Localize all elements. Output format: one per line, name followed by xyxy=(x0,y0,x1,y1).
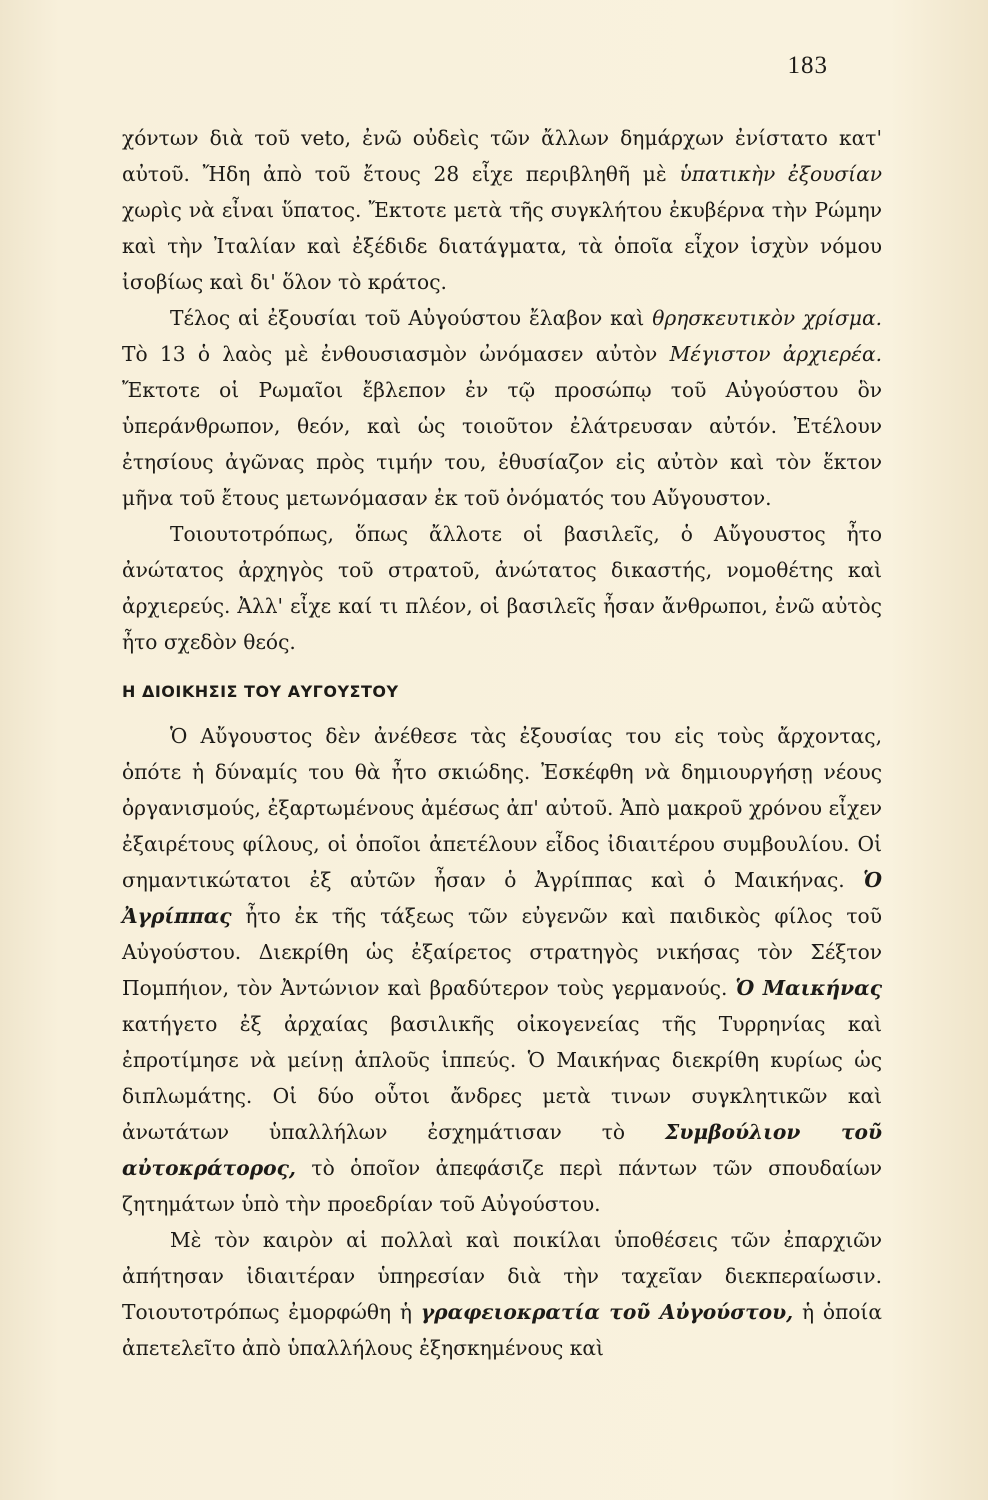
body-text xyxy=(122,120,882,1366)
text-run: ἡ ὁποία ἀπετελεῖτο ἀπὸ ὑπαλλήλους ἐξησκημένους καὶ xyxy=(122,1300,882,1360)
text-run: Ὁ Αὔγουστος δὲν ἀνέθεσε τὰς ἐξουσίας του εἰς τοὺς ἄρχοντας, ὁπότε ἡ δύναμίς του θὰ ἦτο σκιώδης. Ἐσκέφθη νὰ δημιουργήσῃ νέους ὀργανισμούς, ἐξαρτωμένους ἀμέσως ἀπ' αὐτοῦ. Ἀπὸ μακροῦ χρόνου εἶχεν ἐξαιρέτους φίλους, οἱ ὁποῖοι ἀπετέλουν εἶδος ἰδιαιτέρου συμβουλίου. Οἱ σημαντικώτατοι ἐξ αὐτῶν ἦσαν ὁ Ἀγρίππας καὶ ὁ Μαικήνας. xyxy=(122,724,882,892)
text-run: ἦτο ἐκ τῆς τάξεως τῶν εὐγενῶν καὶ παιδικὸς φίλος τοῦ Αὐγούστου. Διεκρίθη ὡς ἐξαίρετος στρατηγὸς νικήσας τὸν Σέξτον Πομπήιον, τὸν Ἀντώνιον καὶ βραδύτερον τοὺς γερμανούς. xyxy=(122,904,882,1000)
paragraphs-after-heading xyxy=(122,718,882,1366)
text-run: χόντων διὰ τοῦ veto, ἐνῶ οὐδεὶς τῶν ἄλλων δημάρχων ἐνίστατο κατ' αὐτοῦ. Ἤδη ἀπὸ τοῦ ἔτους 28 εἶχε περιβληθῆ μὲ xyxy=(122,126,882,186)
text-run: Ἔκτοτε οἱ Ρωμαῖοι ἔβλεπον ἐν τῷ προσώπῳ τοῦ Αὐγούστου ὃν ὑπεράνθρωπον, θεόν, καὶ ὡς τοιοῦτον ἐλάτρευσαν αὐτόν. Ἐτέλουν ἐτησίους ἀγῶνας πρὸς τιμήν του, ἐθυσίαζον εἰς αὐτὸν καὶ τὸν ἕκτον μῆνα τοῦ ἔτους μετωνόμασαν ἐκ τοῦ ὀνόματός του Αὔγουστον. xyxy=(122,378,882,510)
paragraph xyxy=(122,120,882,300)
text-run: Τέλος αἱ ἐξουσίαι τοῦ Αὐγούστου ἔλαβον καὶ xyxy=(170,306,653,330)
paragraph xyxy=(122,516,882,660)
paragraphs-before-heading xyxy=(122,120,882,660)
text-run: χωρὶς νὰ εἶναι ὕπατος. Ἔκτοτε μετὰ τῆς συγκλήτου ἐκυβέρνα τὴν Ρώμην καὶ τὴν Ἰταλίαν καὶ ἐξέδιδε διατάγματα, τὰ ὁποῖα εἶχον ἰσχὺν νόμου ἰσοβίως καὶ δι' ὅλον τὸ κράτος. xyxy=(122,198,882,294)
paragraph xyxy=(122,1222,882,1366)
section-heading: Η ΔΙΟΙΚΗΣΙΣ ΤΟΥ ΑΥΓΟΥΣΤΟΥ xyxy=(122,682,399,701)
emphasized-text: Ὁ Μαικήνας xyxy=(735,976,883,1000)
paragraph xyxy=(122,718,882,1222)
paragraph xyxy=(122,300,882,516)
emphasized-text: θρησκευτικὸν χρίσμα. xyxy=(652,306,882,330)
text-run: κατήγετο ἐξ ἀρχαίας βασιλικῆς οἰκογενείας τῆς Τυρρηνίας καὶ ἐπροτίμησε νὰ μείνῃ ἁπλοῦς ἱππεύς. Ὁ Μαικήνας διεκρίθη κυρίως ὡς διπλωμάτης. Οἱ δύο οὗτοι ἄνδρες μετὰ τινων συγκλητικῶν καὶ ἀνωτάτων ὑπαλλήλων ἐσχημάτισαν τὸ xyxy=(122,1012,882,1144)
emphasized-text: ὑπατικὴν ἐξουσίαν xyxy=(679,162,882,186)
emphasized-text: Ὁ Ἀγρίππας xyxy=(122,868,882,928)
page-number: 183 xyxy=(787,52,828,79)
text-run: Μὲ τὸν καιρὸν αἱ πολλαὶ καὶ ποικίλαι ὑποθέσεις τῶν ἐπαρχιῶν ἀπήτησαν ἰδιαιτέραν ὑπηρεσίαν διὰ τὴν ταχεῖαν διεκπεραίωσιν. Τοιουτοτρόπως ἐμορφώθη ἡ xyxy=(122,1228,882,1324)
emphasized-text: Συμβούλιον τοῦ αὐτοκράτορος, xyxy=(122,1120,882,1180)
emphasized-text: γραφειοκρατία τοῦ Αὐγούστου, xyxy=(420,1300,794,1324)
text-run: Τὸ 13 ὁ λαὸς μὲ ἐνθουσιασμὸν ὠνόμασεν αὐτὸν xyxy=(122,342,670,366)
text-run: Τοιουτοτρόπως, ὅπως ἄλλοτε οἱ βασιλεῖς, ὁ Αὔγουστος ἦτο ἀνώτατος ἀρχηγὸς τοῦ στρατοῦ, ἀνώτατος δικαστής, νομοθέτης καὶ ἀρχιερεύς. Ἀλλ' εἶχε καί τι πλέον, οἱ βασιλεῖς ἦσαν ἄνθρωποι, ἐνῶ αὐτὸς ἦτο σχεδὸν θεός. xyxy=(122,522,882,654)
emphasized-text: Μέγιστον ἀρχιερέα. xyxy=(669,342,882,366)
text-run: τὸ ὁποῖον ἀπεφάσιζε περὶ πάντων τῶν σπουδαίων ζητημάτων ὑπὸ τὴν προεδρίαν τοῦ Αὐγούστου. xyxy=(122,1156,882,1216)
